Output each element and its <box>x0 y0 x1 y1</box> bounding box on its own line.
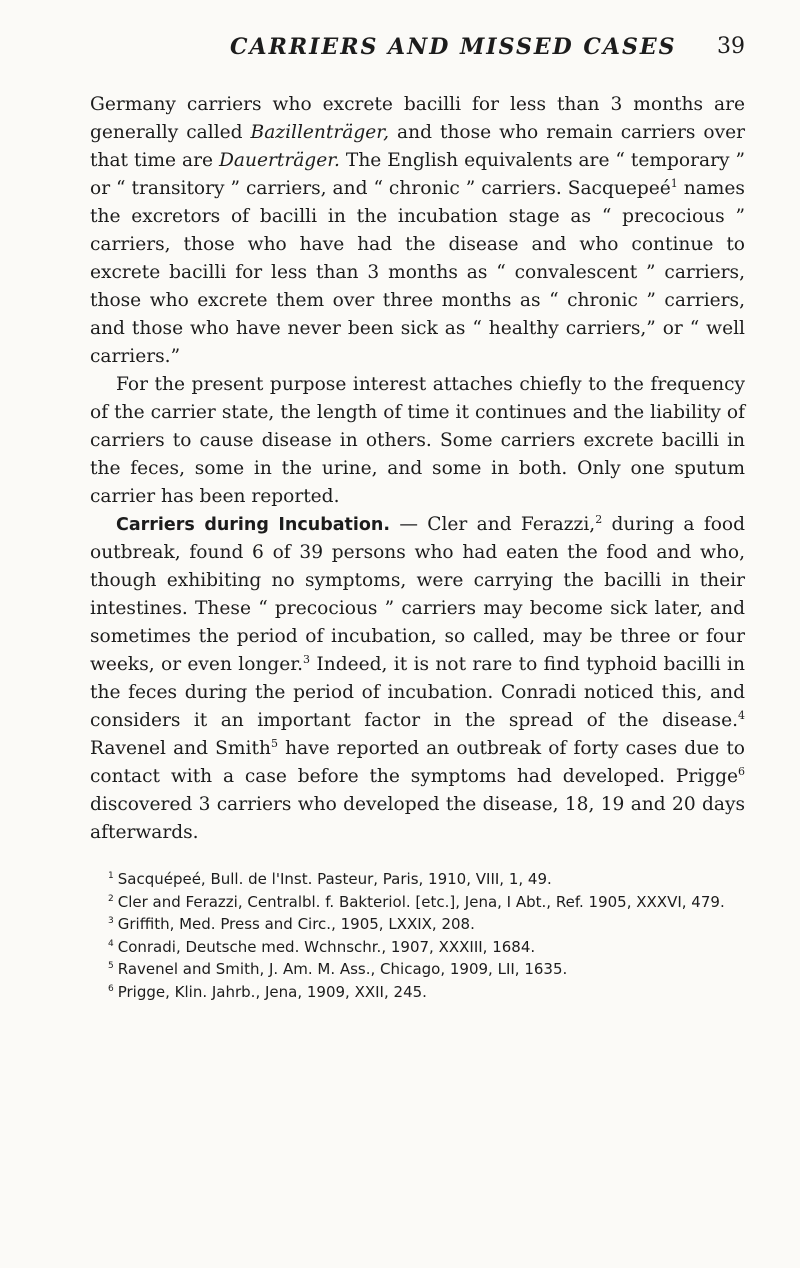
text-run: and those who remain carriers over that time are <box>90 122 745 171</box>
text-run: Indeed, it is not rare to find typhoid bacilli in the feces during the period of incubation. Conradi noticed this, and considers it an important factor in the spread of the disease. <box>90 654 745 731</box>
footnote-text: Griffith, Med. Press and Circ., 1905, LXXIX, 208. <box>117 915 475 933</box>
footnote-3 <box>90 913 745 936</box>
footnote-text: Conradi, Deutsche med. Wchnschr., 1907, XXXIII, 1684. <box>117 937 536 956</box>
text-run: names the excretors of bacilli in the incubation stage as “ precocious ” carriers, those who have had the disease and who continue to excrete bacilli for less than 3 months as “ convalescent ” carriers, those who excrete them over three months as “ chronic ” carriers, and those who have never been sick as “ healthy carriers,” or “ well carriers.” <box>90 178 745 367</box>
paragraph-1 <box>90 91 745 371</box>
footnote-4 <box>90 936 745 959</box>
running-head: CARRIERS AND MISSED CASES <box>230 34 677 60</box>
footnote-1 <box>90 868 745 891</box>
footnote-ref-3[interactable]: 3 <box>303 653 311 666</box>
footnote-ref-2[interactable]: 2 <box>595 513 603 526</box>
page-number: 39 <box>717 34 745 59</box>
footnote-mark: 4 <box>108 938 114 949</box>
body-text <box>90 91 745 847</box>
footnote-mark: 3 <box>108 916 114 926</box>
section-heading-carriers-during-incubation: Carriers during Incubation. <box>116 515 391 535</box>
text-run: during a food outbreak, found 6 of 39 persons who had eaten the food and who, though exhibiting no symptoms, were carrying the bacilli in their intestines. These “ precocious ” carriers may become sick later, and sometimes the period of incubation, so called, may be three or four weeks, or even longer. <box>90 514 745 675</box>
footnote-ref-1[interactable]: 1 <box>670 177 678 190</box>
footnote-text: Ravenel and Smith, J. Am. M. Ass., Chicago, 1909, LII, 1635. <box>117 960 568 978</box>
term-bazillentrager: Bazillenträger, <box>250 122 390 143</box>
footnote-text: Cler and Ferazzi, Centralbl. f. Bakteriol. [etc.], Jena, I Abt., Ref. 1905, XXXVI, 479. <box>117 892 725 911</box>
footnote-mark: 2 <box>108 893 114 904</box>
footnotes <box>90 868 745 1003</box>
footnote-5 <box>90 958 745 981</box>
footnote-ref-5[interactable]: 5 <box>270 737 278 750</box>
footnote-6 <box>90 981 745 1004</box>
footnote-text: Sacquépeé, Bull. de l'Inst. Pasteur, Paris, 1910, VIII, 1, 49. <box>117 870 552 888</box>
footnote-2 <box>90 891 745 914</box>
page-header <box>90 34 745 68</box>
footnote-mark: 5 <box>108 961 114 971</box>
text-run: The English equivalents are “ temporary ” or “ transitory ” carriers, and “ chronic ” carriers. Sacquepeé <box>90 150 745 199</box>
footnote-ref-6[interactable]: 6 <box>738 765 745 778</box>
footnote-ref-4[interactable]: 4 <box>738 709 745 722</box>
paragraph-2: For the present purpose interest attaches chiefly to the frequency of the carrier state, the length of time it continues and the liability of carriers to cause disease in others. Some carriers excrete bacilli in the feces, some in the urine, and some in both. Only one sputum carrier has been reported. <box>90 374 745 507</box>
footnote-mark: 6 <box>108 983 114 994</box>
footnote-text: Prigge, Klin. Jahrb., Jena, 1909, XXII, 245. <box>117 982 427 1001</box>
footnote-mark: 1 <box>108 871 114 881</box>
paragraph-3 <box>90 511 745 847</box>
text-run: have reported an outbreak of forty cases due to contact with a case before the symptoms had developed. Prigge <box>90 738 745 787</box>
text-run: Germany carriers who excrete bacilli for less than 3 months are generally called <box>90 94 745 143</box>
term-dauertrager: Dauerträger. <box>218 150 340 171</box>
text-run: discovered 3 carriers who developed the disease, 18, 19 and 20 days afterwards. <box>90 794 745 843</box>
text-run: — Cler and Ferazzi, <box>390 514 596 535</box>
text-run: Ravenel and Smith <box>90 738 271 759</box>
